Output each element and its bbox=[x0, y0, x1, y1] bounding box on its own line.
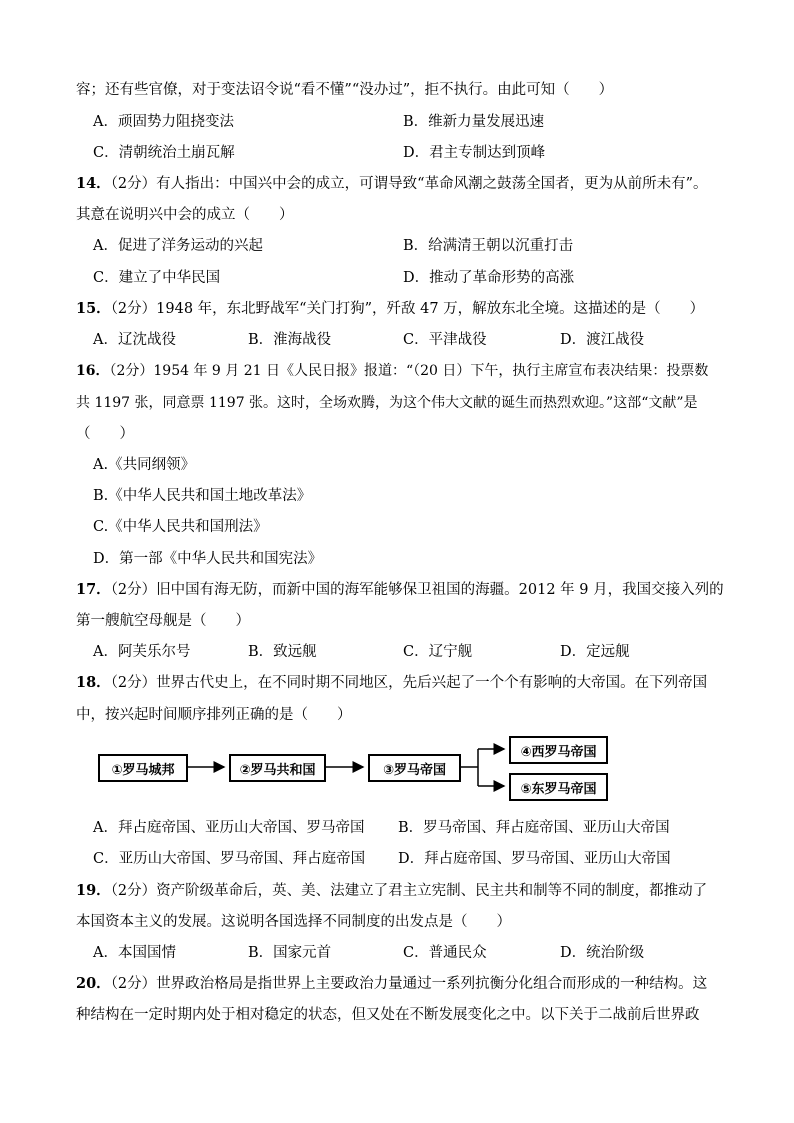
q16-number: 16． bbox=[76, 363, 110, 379]
q18-option-d: D．拜占庭帝国、罗马帝国、亚历山大帝国 bbox=[398, 851, 671, 867]
q19-stem-line2: 本国资本主义的发展。这说明各国选择不同制度的出发点是（ ） bbox=[76, 914, 511, 930]
q18-option-b: B．罗马帝国、拜占庭帝国、亚历山大帝国 bbox=[398, 820, 670, 836]
q17-option-d: D．定远舰 bbox=[560, 644, 630, 660]
q17-option-c: C．辽宁舰 bbox=[403, 644, 473, 660]
box-eastern-roman-empire: ⑤东罗马帝国 bbox=[509, 773, 608, 801]
q19-number: 19． bbox=[76, 882, 111, 899]
q19-option-b: B．国家元首 bbox=[248, 945, 332, 961]
q18-stem-line2: 中，按兴起时间顺序排列正确的是（ ） bbox=[76, 707, 352, 723]
q16-stem-line3: （ ） bbox=[76, 426, 134, 442]
empire-sequence-diagram bbox=[98, 736, 638, 806]
q18-number: 18． bbox=[76, 674, 111, 691]
q19-stem bbox=[76, 881, 707, 901]
q14-stem bbox=[76, 174, 708, 194]
q13-stem-continued: 容；还有些官僚，对于变法诏令说“看不懂”“没办过”，拒不执行。由此可知（ ） bbox=[76, 82, 614, 98]
q20-stem bbox=[76, 974, 707, 994]
q14-text: （2分）有人指出：中国兴中会的成立，可谓导致“革命风潮之鼓荡全国者，更为从前所未有”。 bbox=[110, 176, 708, 192]
q14-number: 14． bbox=[76, 175, 111, 192]
q14-option-d: D．推动了革命形势的高涨 bbox=[403, 270, 575, 286]
q15-stem bbox=[76, 299, 704, 319]
q15-option-a: A．辽沈战役 bbox=[93, 332, 176, 348]
q13-option-c: C．清朝统治土崩瓦解 bbox=[93, 145, 235, 161]
box-roman-republic: ②罗马共和国 bbox=[229, 754, 326, 782]
q17-stem bbox=[76, 580, 724, 600]
q17-option-b: B．致远舰 bbox=[248, 644, 317, 660]
q16-option-d: D．第一部《中华人民共和国宪法》 bbox=[93, 551, 323, 567]
q14-stem-line2: 其意在说明兴中会的成立（ ） bbox=[76, 207, 294, 223]
q19-option-c: C．普通民众 bbox=[403, 945, 487, 961]
q13-option-b: B．维新力量发展迅速 bbox=[403, 114, 545, 130]
q18-option-c: C．亚历山大帝国、罗马帝国、拜占庭帝国 bbox=[93, 851, 366, 867]
q20-text: （2分）世界政治格局是指世界上主要政治力量通过一系列抗衡分化组合而形成的一种结构。这 bbox=[110, 976, 708, 992]
q19-text: （2分）资产阶级革命后，英、美、法建立了君主立宪制、民主共和制等不同的制度，都推动了 bbox=[110, 883, 708, 899]
q19-option-d: D．统治阶级 bbox=[560, 945, 645, 961]
q17-stem-line2: 第一艘航空母舰是（ ） bbox=[76, 613, 250, 629]
q16-option-a: A.《共同纲领》 bbox=[93, 457, 196, 473]
q15-option-d: D．渡江战役 bbox=[560, 332, 645, 348]
box-western-roman-empire: ④西罗马帝国 bbox=[509, 736, 608, 764]
q16-option-b: B.《中华人民共和国土地改革法》 bbox=[93, 488, 312, 504]
q16-stem bbox=[76, 361, 708, 381]
q16-text: （2分）1954 年 9 月 21 日《人民日报》报道：“（20 日）下午，执行主席宣布表决结果：投票数 bbox=[109, 363, 709, 379]
q13-option-a: A．顽固势力阻挠变法 bbox=[93, 114, 234, 130]
q19-option-a: A．本国国情 bbox=[93, 945, 176, 961]
q20-stem-line2: 种结构在一定时期内处于相对稳定的状态，但又处在不断发展变化之中。以下关于二战前后世界政 bbox=[76, 1007, 700, 1023]
q15-text: （2分）1948 年，东北野战军“关门打狗”，歼敌 47 万，解放东北全境。这描述的是（ ） bbox=[110, 301, 705, 317]
q16-stem-line2: 共 1197 张，同意票 1197 张。这时，全场欢腾，为这个伟大文献的诞生而热烈欢迎。”这部“文献”是 bbox=[76, 395, 698, 411]
q14-option-b: B．给满清王朝以沉重打击 bbox=[403, 238, 574, 254]
q14-option-a: A．促进了洋务运动的兴起 bbox=[93, 238, 263, 254]
q18-option-a: A．拜占庭帝国、亚历山大帝国、罗马帝国 bbox=[93, 820, 365, 836]
q17-text: （2分）旧中国有海无防，而新中国的海军能够保卫祖国的海疆。2012 年 9 月，我国交接入列的 bbox=[110, 582, 724, 598]
q20-number: 20． bbox=[76, 975, 111, 992]
box-roman-city-state: ①罗马城邦 bbox=[98, 754, 188, 782]
q15-option-b: B．淮海战役 bbox=[248, 332, 332, 348]
q14-option-c: C．建立了中华民国 bbox=[93, 270, 221, 286]
q16-option-c: C.《中华人民共和国刑法》 bbox=[93, 519, 268, 535]
q17-option-a: A．阿芙乐尔号 bbox=[93, 644, 191, 660]
q18-stem bbox=[76, 673, 707, 693]
q15-option-c: C．平津战役 bbox=[403, 332, 487, 348]
q18-text: （2分）世界古代史上，在不同时期不同地区，先后兴起了一个个有影响的大帝国。在下列帝国 bbox=[110, 675, 708, 691]
q15-number: 15． bbox=[76, 300, 111, 317]
box-roman-empire: ③罗马帝国 bbox=[368, 754, 461, 782]
q17-number: 17． bbox=[76, 581, 111, 598]
q13-option-d: D．君主专制达到顶峰 bbox=[403, 145, 546, 161]
